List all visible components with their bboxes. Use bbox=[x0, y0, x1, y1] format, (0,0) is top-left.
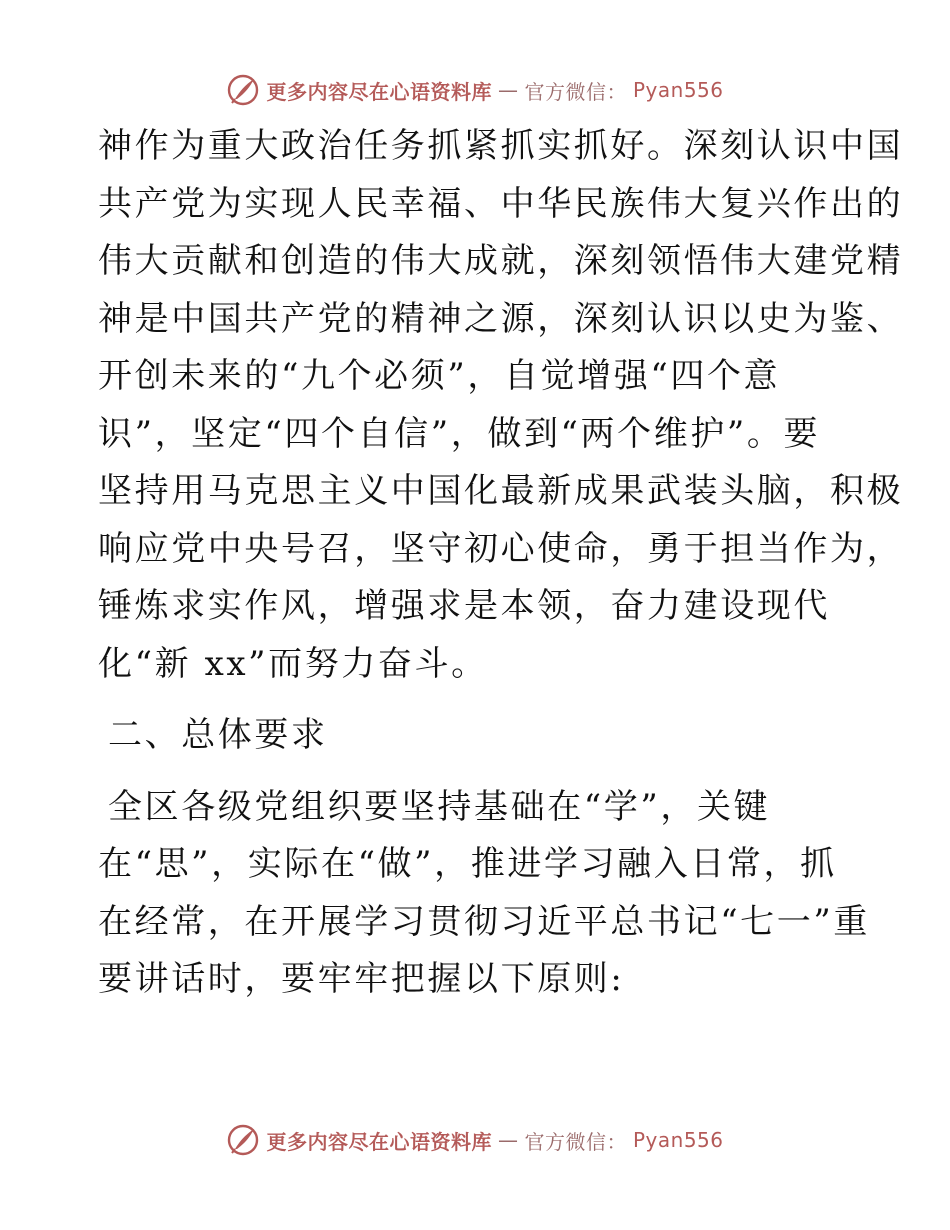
feather-pen-icon bbox=[226, 73, 260, 107]
document-body bbox=[98, 118, 904, 1009]
watermark-official-label: 官方微信： bbox=[524, 1129, 627, 1154]
text-line: 化“新 xx”而努力奋斗。 bbox=[98, 643, 488, 684]
watermark-wechat-id: Pyan556 bbox=[632, 1128, 724, 1152]
section-heading: 二、总体要求 bbox=[108, 715, 328, 755]
text-line: 坚持用马克思主义中国化最新成果武装头脑，积极 bbox=[98, 471, 904, 511]
text-line: 共产党为实现人民幸福、中华民族伟大复兴作出的 bbox=[98, 183, 904, 224]
feather-pen-icon bbox=[226, 1123, 260, 1157]
paragraph-general-requirements bbox=[98, 779, 870, 1009]
text-line: 识”，坚定“四个自信”，做到“两个维护”。要 bbox=[98, 413, 821, 454]
text-line: 响应党中央号召，坚守初心使命，勇于担当作为， bbox=[98, 528, 904, 569]
watermark-dash: — bbox=[497, 1128, 519, 1152]
watermark-wechat-id: Pyan556 bbox=[632, 78, 724, 102]
text-line: 在“思”，实际在“做”，推进学习融入日常，抓 bbox=[98, 844, 837, 884]
text-line: 全区各级党组织要坚持基础在“学”，关键 bbox=[108, 786, 771, 827]
text-line: 开创未来的“九个必须”，自觉增强“四个意 bbox=[98, 356, 781, 396]
text-line: 神作为重大政治任务抓紧抓实抓好。深刻认识中国 bbox=[98, 126, 904, 166]
text-line: 伟大贡献和创造的伟大成就，深刻领悟伟大建党精 bbox=[98, 241, 904, 281]
text-line: 神是中国共产党的精神之源，深刻认识以史为鉴、 bbox=[98, 298, 904, 339]
text-line: 在经常，在开展学习贯彻习近平总书记“七一”重 bbox=[98, 901, 870, 942]
paragraph-continued bbox=[98, 118, 904, 693]
text-line: 锤炼求实作风，增强求是本领，奋力建设现代 bbox=[98, 586, 830, 626]
footer-watermark bbox=[0, 1120, 950, 1160]
watermark-library-text: 更多内容尽在心语资料库 bbox=[266, 1129, 492, 1154]
header-watermark bbox=[0, 70, 950, 110]
text-line: 要讲话时，要牢牢把握以下原则: bbox=[98, 959, 625, 999]
watermark-library-text: 更多内容尽在心语资料库 bbox=[266, 79, 492, 104]
watermark-dash: — bbox=[497, 78, 519, 102]
watermark-official-label: 官方微信： bbox=[524, 79, 627, 104]
